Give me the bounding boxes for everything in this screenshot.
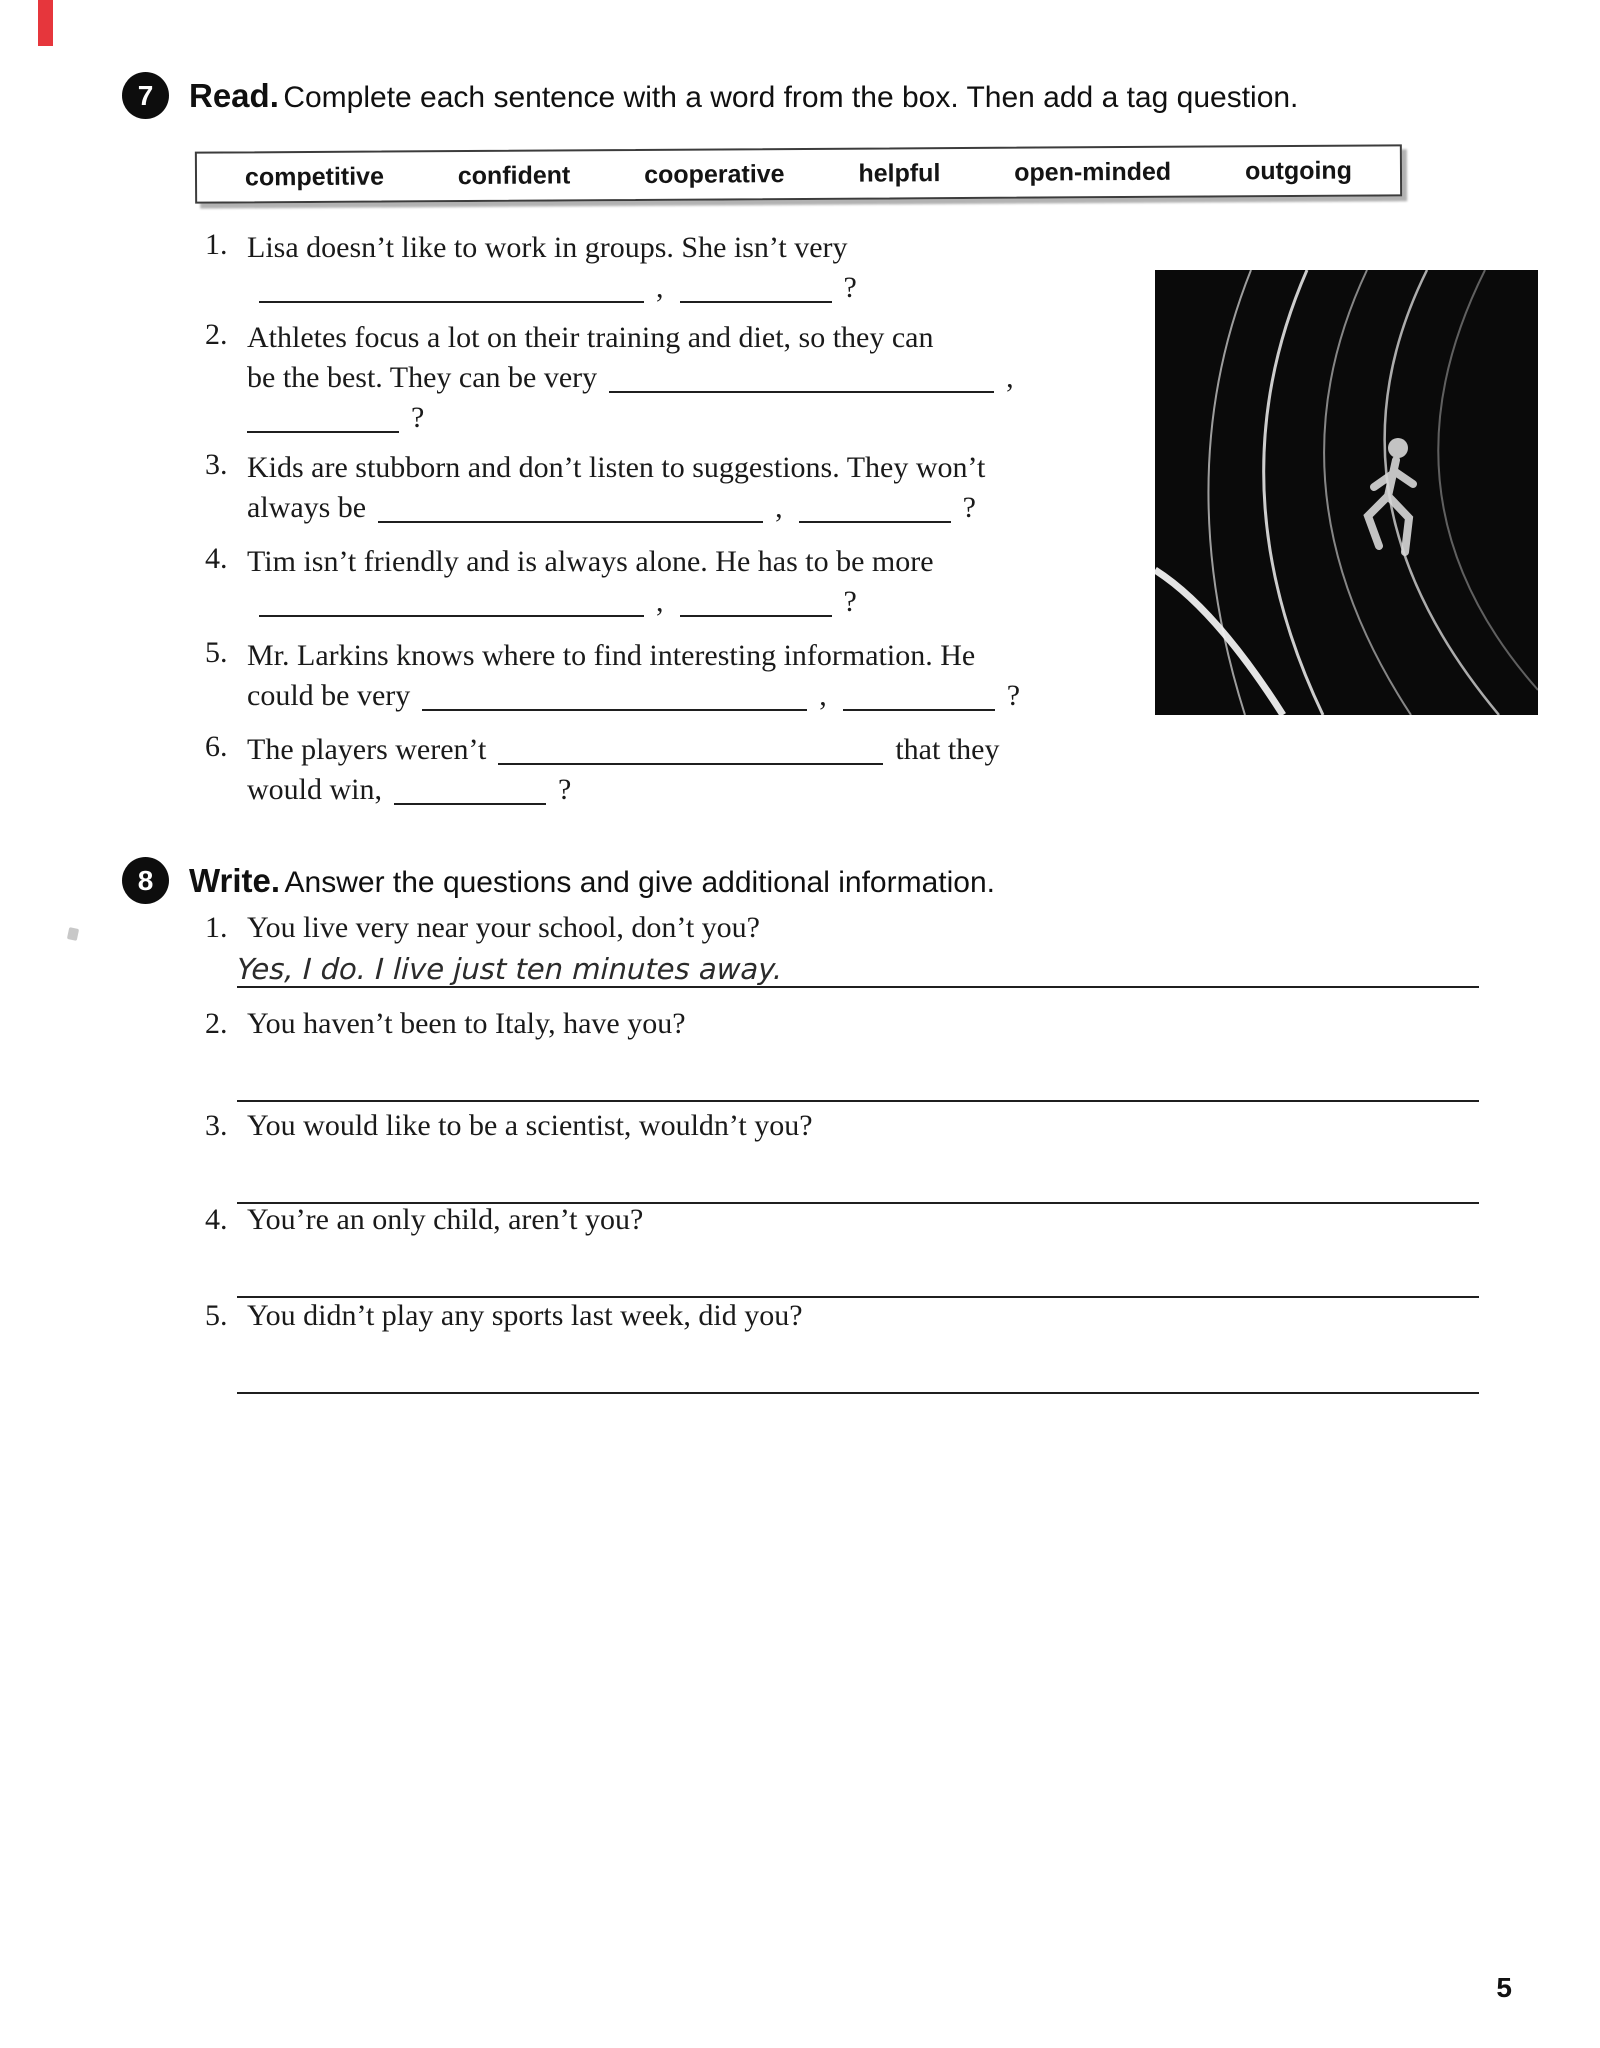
answer-line[interactable] [237, 1354, 1479, 1394]
word-box-item: outgoing [1244, 156, 1353, 185]
ex8-item-2 [205, 1004, 1500, 1102]
item-number: 4. [205, 1203, 228, 1236]
exercise-8-heading [189, 862, 995, 900]
handwritten-answer: Yes, I do. I live just ten minutes away. [236, 952, 783, 986]
question-mark: ? [558, 773, 572, 806]
comma: , [1006, 361, 1014, 394]
ex7-item-2 [205, 318, 1135, 438]
ex8-item-1 [205, 908, 1500, 988]
word-box-item: competitive [244, 162, 385, 191]
answer-blank-short[interactable] [799, 491, 951, 523]
question-text: You live very near your school, don’t you? [247, 911, 760, 944]
ex8-item-4 [205, 1200, 1500, 1298]
question-text: You didn’t play any sports last week, did you? [247, 1299, 803, 1332]
comma: , [656, 271, 664, 304]
answer-blank-short[interactable] [843, 679, 995, 711]
answer-blank-short[interactable] [680, 271, 832, 303]
item-number: 1. [205, 911, 228, 944]
question-mark: ? [1006, 679, 1021, 712]
answer-blank-long[interactable] [498, 733, 883, 765]
exercise-instructions: Answer the questions and give additional information. [284, 865, 995, 899]
track-photo-graphic [1155, 270, 1538, 715]
question-mark: ? [843, 271, 857, 304]
item-text: be the best. They can be very [247, 361, 598, 394]
question-text: You’re an only child, aren’t you? [247, 1203, 644, 1236]
ex8-item-3 [205, 1106, 1500, 1204]
item-text: Mr. Larkins knows where to find interesting information. He [247, 639, 976, 672]
answer-blank-short[interactable] [394, 773, 546, 805]
question-text: You would like to be a scientist, wouldn’t you? [247, 1109, 813, 1142]
ex8-item-5 [205, 1296, 1500, 1394]
word-box [195, 144, 1402, 203]
word-box-item: helpful [858, 158, 941, 188]
item-number: 1. [205, 228, 228, 261]
item-number: 5. [205, 1299, 228, 1332]
page-edge-mark [38, 0, 53, 46]
ex7-item-6 [205, 730, 1135, 810]
answer-blank-long[interactable] [378, 491, 763, 523]
scan-artifact [67, 927, 79, 941]
page-number: 5 [1496, 1972, 1512, 2003]
answer-blank-short[interactable] [247, 401, 399, 433]
exercise-instructions: Complete each sentence with a word from the box. Then add a tag question. [283, 80, 1299, 114]
item-text: could be very [247, 679, 411, 712]
exercise-7-badge: 7 [122, 72, 169, 119]
answer-line[interactable] [237, 1062, 1479, 1102]
comma: , [819, 679, 827, 712]
answer-blank-long[interactable] [422, 679, 807, 711]
item-number: 6. [205, 730, 228, 763]
item-text: Tim isn’t friendly and is always alone. He has to be more [247, 545, 934, 578]
answer-blank-long[interactable] [259, 585, 644, 617]
exercise-8-badge: 8 [122, 857, 169, 904]
answer-line[interactable] [237, 1164, 1479, 1204]
item-text: Lisa doesn’t like to work in groups. She isn’t very [247, 231, 848, 264]
exercise-title: Write. [189, 861, 281, 899]
exercise-8-header [122, 857, 995, 904]
item-number: 2. [205, 318, 228, 351]
item-text: Kids are stubborn and don’t listen to suggestions. They won’t [247, 451, 986, 484]
ex7-item-3 [205, 448, 1135, 528]
item-number: 5. [205, 636, 228, 669]
item-number: 4. [205, 542, 228, 575]
answer-line[interactable] [237, 948, 1479, 988]
exercise-7-heading [189, 77, 1298, 115]
item-number: 3. [205, 1109, 228, 1142]
answer-blank-long[interactable] [259, 271, 644, 303]
comma: , [775, 491, 783, 524]
word-box-item: open-minded [1014, 157, 1172, 187]
ex7-item-1 [205, 228, 1135, 308]
ex7-item-4 [205, 542, 1135, 622]
word-box-item: cooperative [644, 159, 785, 189]
comma: , [656, 585, 664, 618]
track-runner-photo [1155, 270, 1538, 715]
ex7-item-5 [205, 636, 1135, 716]
item-number: 2. [205, 1007, 228, 1040]
question-mark: ? [962, 491, 976, 524]
question-mark: ? [843, 585, 857, 618]
answer-blank-long[interactable] [609, 361, 994, 393]
question-mark: ? [411, 401, 425, 434]
word-box-item: confident [457, 160, 571, 190]
item-text: The players weren’t [247, 733, 487, 766]
item-number: 3. [205, 448, 228, 481]
item-text: that they [895, 733, 1000, 766]
answer-line[interactable] [237, 1258, 1479, 1298]
item-text: Athletes focus a lot on their training and diet, so they can [247, 321, 934, 354]
exercise-7-header [122, 72, 1298, 119]
answer-blank-short[interactable] [680, 585, 832, 617]
item-text: would win, [247, 773, 382, 806]
exercise-title: Read. [189, 76, 279, 114]
question-text: You haven’t been to Italy, have you? [247, 1007, 686, 1040]
item-text: always be [247, 491, 367, 524]
